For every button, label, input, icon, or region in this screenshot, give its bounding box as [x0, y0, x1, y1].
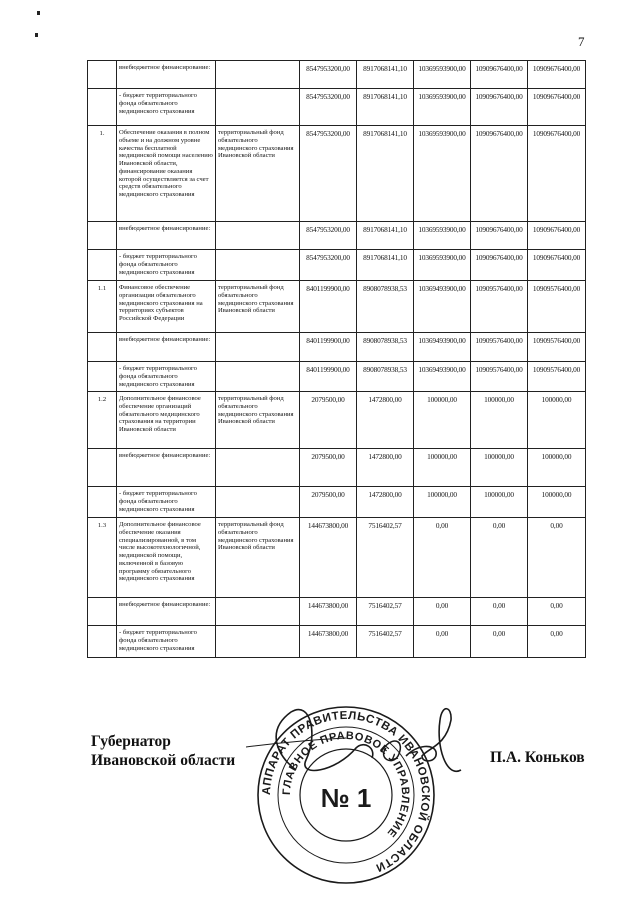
cell-amount: 100000,00 — [471, 449, 528, 487]
cell-executor — [216, 487, 300, 518]
stamp-ring-inner-text: ГЛАВНОЕ ПРАВОВОЕ УПРАВЛЕНИЕ — [280, 729, 412, 840]
cell-number — [88, 61, 117, 89]
cell-number: 1. — [88, 126, 117, 222]
stamp-number: № 1 — [320, 783, 372, 813]
cell-amount: 10909676400,00 — [528, 61, 586, 89]
table-row — [88, 250, 586, 281]
cell-description: внебюджетное финансирование: — [117, 61, 216, 89]
cell-description: внебюджетное финансирование: — [117, 449, 216, 487]
cell-executor — [216, 250, 300, 281]
cell-number — [88, 333, 117, 362]
scan-mark — [37, 11, 40, 15]
cell-amount: 8547953200,00 — [300, 89, 357, 126]
cell-number: 1.1 — [88, 281, 117, 333]
cell-amount: 10909676400,00 — [528, 250, 586, 281]
cell-executor — [216, 89, 300, 126]
cell-amount: 10909576400,00 — [471, 281, 528, 333]
cell-amount: 100000,00 — [471, 487, 528, 518]
cell-number — [88, 89, 117, 126]
cell-description: - бюджет территориального фонда обязательного медицинского страхования — [117, 89, 216, 126]
table-row — [88, 449, 586, 487]
official-stamp — [246, 700, 640, 900]
cell-amount: 8917068141,10 — [357, 89, 414, 126]
cell-amount: 8547953200,00 — [300, 250, 357, 281]
cell-description: внебюджетное финансирование: — [117, 222, 216, 250]
cell-amount: 2079500,00 — [300, 449, 357, 487]
cell-executor — [216, 626, 300, 658]
cell-amount: 100000,00 — [528, 449, 586, 487]
cell-amount: 10909576400,00 — [528, 281, 586, 333]
cell-amount: 7516402,57 — [357, 598, 414, 626]
cell-executor: территориальный фонд обязательного медицинского страхования Ивановской области — [216, 281, 300, 333]
table-row — [88, 487, 586, 518]
cell-amount: 10909676400,00 — [471, 222, 528, 250]
cell-number — [88, 598, 117, 626]
cell-executor: территориальный фонд обязательного медицинского страхования Ивановской области — [216, 126, 300, 222]
cell-amount: 2079500,00 — [300, 392, 357, 449]
cell-amount: 10369493900,00 — [414, 362, 471, 392]
cell-executor — [216, 333, 300, 362]
cell-amount: 0,00 — [471, 626, 528, 658]
cell-amount: 8401199900,00 — [300, 333, 357, 362]
cell-amount: 144673800,00 — [300, 598, 357, 626]
cell-number — [88, 449, 117, 487]
cell-amount: 10909676400,00 — [528, 89, 586, 126]
cell-amount: 7516402,57 — [357, 518, 414, 598]
signature-title-line1: Губернатор — [91, 733, 171, 750]
cell-number — [88, 250, 117, 281]
cell-amount: 10909676400,00 — [471, 126, 528, 222]
cell-amount: 10369593900,00 — [414, 61, 471, 89]
cell-description: - бюджет территориального фонда обязательного медицинского страхования — [117, 362, 216, 392]
cell-amount: 100000,00 — [414, 392, 471, 449]
cell-amount: 10909676400,00 — [528, 222, 586, 250]
cell-amount: 8917068141,10 — [357, 222, 414, 250]
table-row — [88, 598, 586, 626]
cell-number — [88, 222, 117, 250]
signature-name: П.А. Коньков — [490, 749, 585, 766]
cell-amount: 7516402,57 — [357, 626, 414, 658]
cell-amount: 1472800,00 — [357, 487, 414, 518]
cell-executor — [216, 598, 300, 626]
cell-number — [88, 487, 117, 518]
cell-description: - бюджет территориального фонда обязательного медицинского страхования — [117, 626, 216, 658]
cell-amount: 10909576400,00 — [528, 333, 586, 362]
cell-amount: 10369593900,00 — [414, 126, 471, 222]
cell-executor — [216, 61, 300, 89]
cell-amount: 10909676400,00 — [471, 250, 528, 281]
table-row — [88, 281, 586, 333]
cell-amount: 10369493900,00 — [414, 333, 471, 362]
cell-amount: 8401199900,00 — [300, 362, 357, 392]
page-number: 7 — [578, 34, 585, 49]
cell-description: Дополнительное финансовое обеспечение организаций обязательного медицинского страхования на территории Ивановской области — [117, 392, 216, 449]
cell-number — [88, 626, 117, 658]
cell-amount: 8908078938,53 — [357, 333, 414, 362]
table-row — [88, 626, 586, 658]
cell-amount: 8547953200,00 — [300, 222, 357, 250]
scan-mark — [35, 33, 38, 37]
stamp-ring-top-text: АППАРАТ ПРАВИТЕЛЬСТВА ИВАНОВСКОЙ ОБЛАСТИ — [260, 709, 432, 874]
cell-amount: 0,00 — [528, 598, 586, 626]
cell-amount: 10369593900,00 — [414, 89, 471, 126]
cell-amount: 0,00 — [414, 598, 471, 626]
budget-table — [87, 60, 586, 658]
cell-number: 1.2 — [88, 392, 117, 449]
cell-amount: 144673800,00 — [300, 626, 357, 658]
cell-amount: 8908078938,53 — [357, 362, 414, 392]
table-row — [88, 392, 586, 449]
cell-amount: 100000,00 — [528, 487, 586, 518]
cell-executor — [216, 449, 300, 487]
cell-amount: 10369593900,00 — [414, 222, 471, 250]
cell-amount: 100000,00 — [471, 392, 528, 449]
cell-amount: 144673800,00 — [300, 518, 357, 598]
table-row — [88, 61, 586, 89]
cell-executor: территориальный фонд обязательного медицинского страхования Ивановской области — [216, 518, 300, 598]
cell-amount: 8917068141,10 — [357, 61, 414, 89]
cell-amount: 10909576400,00 — [528, 362, 586, 392]
cell-description: Финансовое обеспечение организации обязательного медицинского страхования на территориях субъектов Российской Федерации — [117, 281, 216, 333]
cell-amount: 10909676400,00 — [528, 126, 586, 222]
cell-amount: 8917068141,10 — [357, 250, 414, 281]
cell-amount: 10909576400,00 — [471, 362, 528, 392]
table-row — [88, 333, 586, 362]
cell-executor — [216, 222, 300, 250]
cell-amount: 2079500,00 — [300, 487, 357, 518]
cell-number: 1.3 — [88, 518, 117, 598]
cell-description: Дополнительное финансовое обеспечение оказания специализированной, в том числе высокотехнологичной, медицинской помощи, включенной в базовую программу обязательного медицинского страхования — [117, 518, 216, 598]
cell-amount: 0,00 — [414, 626, 471, 658]
table-row — [88, 89, 586, 126]
cell-amount: 0,00 — [528, 626, 586, 658]
cell-description: - бюджет территориального фонда обязательного медицинского страхования — [117, 250, 216, 281]
signature-title — [91, 733, 235, 771]
cell-amount: 10369593900,00 — [414, 250, 471, 281]
cell-executor: территориальный фонд обязательного медицинского страхования Ивановской области — [216, 392, 300, 449]
cell-executor — [216, 362, 300, 392]
cell-description: внебюджетное финансирование: — [117, 333, 216, 362]
cell-amount: 0,00 — [471, 518, 528, 598]
table-row — [88, 362, 586, 392]
cell-amount: 10909676400,00 — [471, 89, 528, 126]
cell-amount: 1472800,00 — [357, 392, 414, 449]
table-row — [88, 222, 586, 250]
cell-amount: 8917068141,10 — [357, 126, 414, 222]
cell-amount: 8401199900,00 — [300, 281, 357, 333]
signature-title-line2: Ивановской области — [91, 751, 236, 769]
cell-description: - бюджет территориального фонда обязательного медицинского страхования — [117, 487, 216, 518]
cell-amount: 100000,00 — [414, 487, 471, 518]
table-row — [88, 518, 586, 598]
cell-amount: 1472800,00 — [357, 449, 414, 487]
cell-amount: 100000,00 — [414, 449, 471, 487]
cell-amount: 0,00 — [528, 518, 586, 598]
cell-amount: 10909576400,00 — [471, 333, 528, 362]
cell-amount: 0,00 — [471, 598, 528, 626]
cell-number — [88, 362, 117, 392]
cell-amount: 8547953200,00 — [300, 61, 357, 89]
table-row — [88, 126, 586, 222]
cell-amount: 100000,00 — [528, 392, 586, 449]
cell-amount: 8547953200,00 — [300, 126, 357, 222]
cell-amount: 0,00 — [414, 518, 471, 598]
cell-description: Обеспечение оказания в полном объеме и на должном уровне качества бесплатной медицинской помощи населению Ивановской области, финансирование оказания которой осуществляется за счет средств обязательного медицинского страхования — [117, 126, 216, 222]
cell-amount: 8908078938,53 — [357, 281, 414, 333]
cell-amount: 10909676400,00 — [471, 61, 528, 89]
cell-description: внебюджетное финансирование: — [117, 598, 216, 626]
cell-amount: 10369493900,00 — [414, 281, 471, 333]
